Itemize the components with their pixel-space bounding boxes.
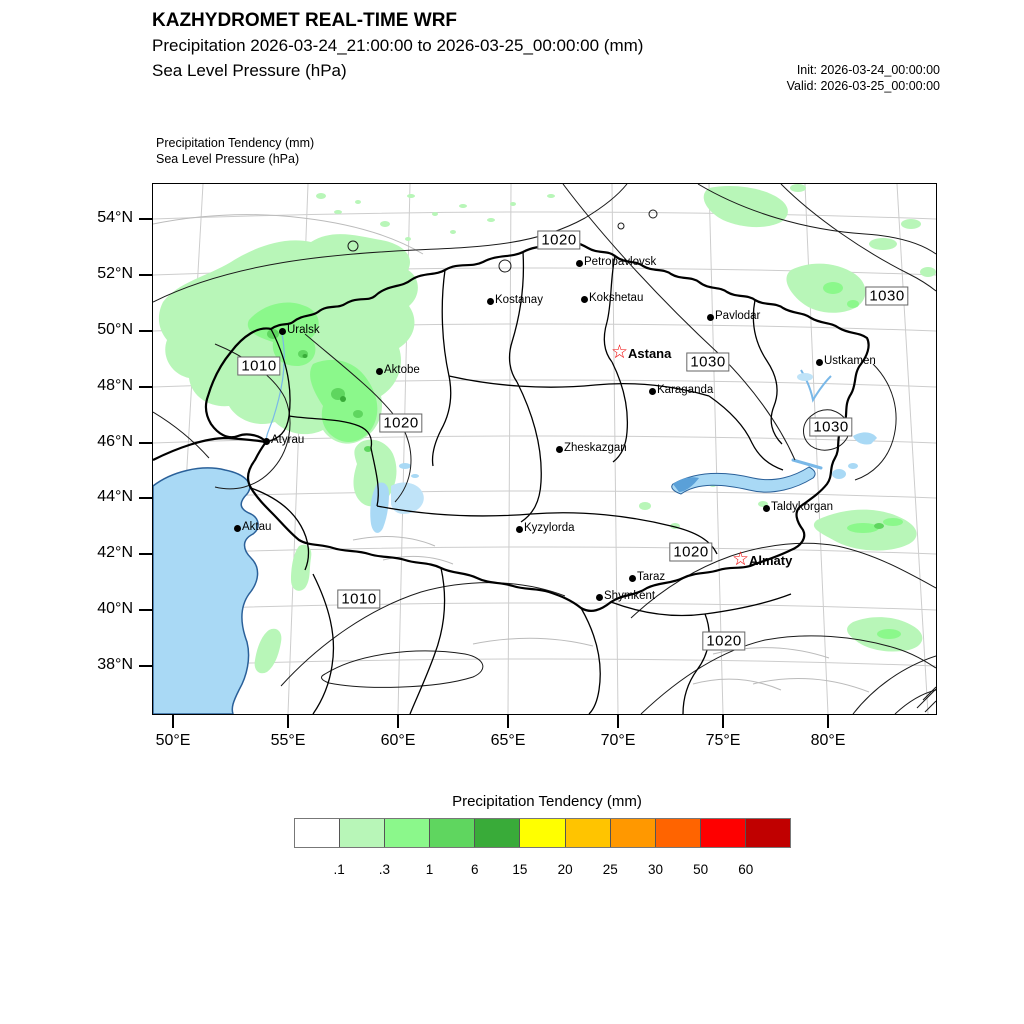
legend-tick-label: .1 xyxy=(333,862,345,877)
lon-tick-label: 55°E xyxy=(270,732,306,749)
city-label: Karaganda xyxy=(657,384,714,396)
legend-swatch xyxy=(520,819,565,847)
lat-tick-label: 40°N xyxy=(97,600,133,617)
lat-tick-label: 54°N xyxy=(97,209,133,226)
legend-tick-labels xyxy=(294,862,791,882)
capital-star-icon: ☆ xyxy=(732,549,750,570)
axis-layer xyxy=(97,184,936,749)
legend-swatch xyxy=(475,819,520,847)
lon-tick-label: 50°E xyxy=(155,732,191,749)
city-label: Aktau xyxy=(242,521,272,533)
legend-tick-label: 50 xyxy=(693,862,709,877)
lon-tick xyxy=(397,715,399,728)
legend-tick-label: 20 xyxy=(557,862,573,877)
legend-tick-label: 1 xyxy=(425,862,434,877)
legend-swatch xyxy=(295,819,340,847)
map-var-slp: Sea Level Pressure (hPa) xyxy=(156,152,300,166)
header xyxy=(152,8,643,83)
city-label: Pavlodar xyxy=(715,310,761,322)
legend-title: Precipitation Tendency (mm) xyxy=(452,793,642,810)
lon-tick xyxy=(172,715,174,728)
legend-tick-label: 25 xyxy=(602,862,618,877)
lat-tick-label: 52°N xyxy=(97,265,133,282)
page-title: KAZHYDROMET REAL-TIME WRF xyxy=(152,10,458,31)
city-label: Kyzylorda xyxy=(524,522,575,534)
pressure-contour-label: 1020 xyxy=(702,632,745,651)
map-panel xyxy=(97,183,937,749)
lon-tick-label: 65°E xyxy=(490,732,526,749)
legend-colorbar xyxy=(294,818,791,848)
city-label: Almaty xyxy=(749,553,793,568)
lon-tick-label: 60°E xyxy=(380,732,416,749)
legend-swatch xyxy=(430,819,475,847)
legend-swatch xyxy=(746,819,790,847)
legend-swatch xyxy=(611,819,656,847)
pressure-contour-label: 1020 xyxy=(537,231,580,250)
legend-tick-label: .3 xyxy=(378,862,390,877)
legend-swatch xyxy=(566,819,611,847)
lat-tick xyxy=(139,442,152,444)
lon-tick-label: 70°E xyxy=(600,732,636,749)
legend-tick-label: 15 xyxy=(512,862,528,877)
lat-tick-label: 38°N xyxy=(97,656,133,673)
pressure-contour-label: 1020 xyxy=(379,414,422,433)
lon-tick xyxy=(617,715,619,728)
legend-swatch xyxy=(656,819,701,847)
legend-tick-label: 6 xyxy=(470,862,479,877)
lon-tick-label: 80°E xyxy=(810,732,846,749)
legend-swatch xyxy=(385,819,430,847)
city-label: Kokshetau xyxy=(589,292,644,304)
lat-tick xyxy=(139,609,152,611)
legend-swatch xyxy=(701,819,746,847)
city-label: Ustkamen xyxy=(824,355,876,367)
map-var-precip: Precipitation Tendency (mm) xyxy=(156,136,315,150)
city-label: Petropavlovsk xyxy=(584,256,657,268)
lat-tick xyxy=(139,386,152,388)
lat-tick-label: 44°N xyxy=(97,488,133,505)
lon-tick xyxy=(287,715,289,728)
city-label: Shymkent xyxy=(604,590,656,602)
lat-tick-label: 48°N xyxy=(97,377,133,394)
city-label: Atyrau xyxy=(271,434,305,446)
lon-tick xyxy=(827,715,829,728)
lat-tick-label: 46°N xyxy=(97,433,133,450)
city-label: Zheskazgan xyxy=(564,442,627,454)
lat-tick xyxy=(139,218,152,220)
capital-star-icon: ☆ xyxy=(611,342,629,363)
pressure-contour-label: 1010 xyxy=(337,590,380,609)
legend-swatch xyxy=(340,819,385,847)
slp-subtitle: Sea Level Pressure (hPa) xyxy=(152,61,347,80)
pressure-contour-label: 1020 xyxy=(669,543,712,562)
city-label: Astana xyxy=(628,346,672,361)
city-label: Uralsk xyxy=(287,324,320,336)
init-time: Init: 2026-03-24_00:00:00 xyxy=(796,63,940,77)
lat-tick xyxy=(139,665,152,667)
legend-tick-label: 30 xyxy=(647,862,663,877)
pressure-contour-label: 1030 xyxy=(809,418,852,437)
pressure-contour-label: 1030 xyxy=(686,353,729,372)
lat-tick xyxy=(139,330,152,332)
lat-tick-label: 42°N xyxy=(97,544,133,561)
run-times xyxy=(787,62,940,94)
lat-tick-label: 50°N xyxy=(97,321,133,338)
precip-subtitle: Precipitation 2026-03-24_21:00:00 to 2026-03-25_00:00:00 (mm) xyxy=(152,36,644,55)
city-label: Taldykorgan xyxy=(771,501,834,513)
lon-tick xyxy=(507,715,509,728)
city-label: Taraz xyxy=(637,571,666,583)
lat-tick xyxy=(139,274,152,276)
valid-time: Valid: 2026-03-25_00:00:00 xyxy=(786,79,940,93)
pressure-contour-label: 1010 xyxy=(237,357,280,376)
city-label: Aktobe xyxy=(384,364,420,376)
lat-tick xyxy=(139,553,152,555)
map-variable-titles xyxy=(156,135,314,167)
pressure-contour-label: 1030 xyxy=(865,287,908,306)
lon-tick xyxy=(722,715,724,728)
lon-tick-label: 75°E xyxy=(705,732,741,749)
city-label: Kostanay xyxy=(495,294,543,306)
legend-tick-label: 60 xyxy=(738,862,754,877)
lat-tick xyxy=(139,497,152,499)
